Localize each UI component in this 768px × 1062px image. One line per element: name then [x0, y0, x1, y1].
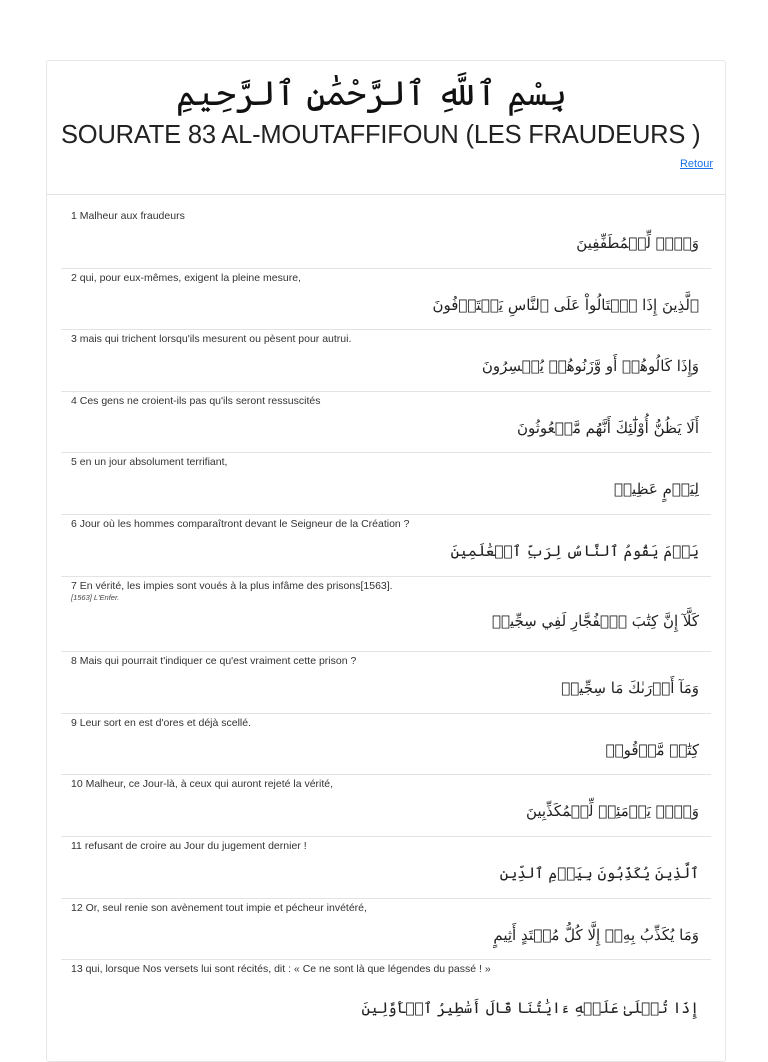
verse-arabic: لِيَوۡمٍ عَظِيمٖ — [614, 480, 699, 498]
verse-row-12 — [61, 899, 711, 960]
verse-row-9 — [61, 714, 711, 775]
verse-arabic: كِتَٰبٞ مَّرۡقُومٞ — [605, 741, 699, 759]
document-page — [46, 60, 726, 1062]
verse-arabic: إِذَا تُتۡلَىٰ عَلَيۡهِ ءَايَٰتُنَا قَالَ أَسَٰطِيرُ ٱلۡأَوَّلِينَ — [361, 999, 699, 1017]
verse-arabic: كَلَّآ إِنَّ كِتَٰبَ ٱلۡفُجَّارِ لَفِي سِجِّينٖ — [491, 612, 699, 630]
verse-translation: 1 Malheur aux fraudeurs — [71, 210, 185, 222]
verse-row-8 — [61, 652, 711, 714]
verse-arabic: وَمَآ أَدۡرَىٰكَ مَا سِجِّينٞ — [561, 679, 699, 697]
verse-arabic: وَيۡلٞ لِّلۡمُطَفِّفِينَ — [576, 234, 699, 252]
verse-translation: 13 qui, lorsque Nos versets lui sont récités, dit : « Ce ne sont là que légendes du passé ! » — [71, 963, 491, 975]
back-link[interactable]: Retour — [679, 158, 713, 170]
verse-list — [61, 207, 711, 1021]
verse-translation: 11 refusant de croire au Jour du jugement dernier ! — [71, 840, 307, 852]
page-title: SOURATE 83 AL-MOUTAFFIFOUN (LES FRAUDEURS ) — [61, 121, 701, 149]
verse-arabic: يَوۡمَ يَقُومُ ٱلنَّاسُ لِرَبِّ ٱلۡعَٰلَمِينَ — [450, 542, 699, 560]
verse-translation: 6 Jour où les hommes comparaîtront devant le Seigneur de la Création ? — [71, 518, 410, 530]
verse-row-6 — [61, 515, 711, 577]
verse-row-11 — [61, 837, 711, 899]
verse-translation: 4 Ces gens ne croient-ils pas qu'ils seront ressuscités — [71, 395, 321, 407]
verse-translation: 8 Mais qui pourrait t'indiquer ce qu'est vraiment cette prison ? — [71, 655, 357, 667]
verse-arabic: وَإِذَا كَالُوهُمۡ أَو وَّزَنُوهُمۡ يُخۡسِرُونَ — [481, 357, 699, 375]
verse-translation: 5 en un jour absolument terrifiant, — [71, 456, 228, 468]
verse-row-2 — [61, 269, 711, 330]
verse-translation: 10 Malheur, ce Jour-là, à ceux qui auront rejeté la vérité, — [71, 778, 334, 790]
basmala-calligraphy: بِسْمِ ٱللَّهِ ٱلرَّحْمَٰنِ ٱلرَّحِيمِ — [175, 74, 567, 114]
verse-translation: 12 Or, seul renie son avènement tout impie et pécheur invétéré, — [71, 902, 367, 914]
verse-translation: 3 mais qui trichent lorsqu'ils mesurent ou pèsent pour autrui. — [71, 333, 352, 345]
verse-arabic: وَيۡلٞ يَوۡمَئِذٖ لِّلۡمُكَذِّبِينَ — [525, 802, 699, 820]
verse-row-13 — [61, 960, 711, 1021]
verse-row-5 — [61, 453, 711, 515]
verse-row-4 — [61, 392, 711, 453]
verse-translation: 9 Leur sort en est d'ores et déjà scellé. — [71, 717, 252, 729]
verse-arabic: ٱلَّذِينَ إِذَا ٱكۡتَالُواْ عَلَى ٱلنَّاسِ يَسۡتَوۡفُونَ — [432, 296, 699, 314]
verse-row-10 — [61, 775, 711, 837]
verse-row-3 — [61, 330, 711, 392]
verse-row-7 — [61, 577, 711, 652]
verse-arabic: ٱلَّذِينَ يُكَذِّبُونَ بِيَوۡمِ ٱلدِّينِ — [499, 864, 699, 882]
verse-arabic: أَلَا يَظُنُّ أُوْلَٰٓئِكَ أَنَّهُم مَّبۡعُوثُونَ — [516, 419, 699, 437]
verse-row-1 — [61, 207, 711, 269]
verse-arabic: وَمَا يُكَذِّبُ بِهِۦٓ إِلَّا كُلُّ مُعۡتَدٍ أَثِيمٍ — [493, 926, 699, 944]
verse-translation: 2 qui, pour eux-mêmes, exigent la pleine mesure, — [71, 272, 301, 284]
verse-footnote: [1563] L'Enfer. — [71, 593, 120, 602]
verse-translation: 7 En vérité, les impies sont voués à la plus infâme des prisons[1563]. — [71, 580, 393, 592]
page-header — [47, 61, 725, 195]
